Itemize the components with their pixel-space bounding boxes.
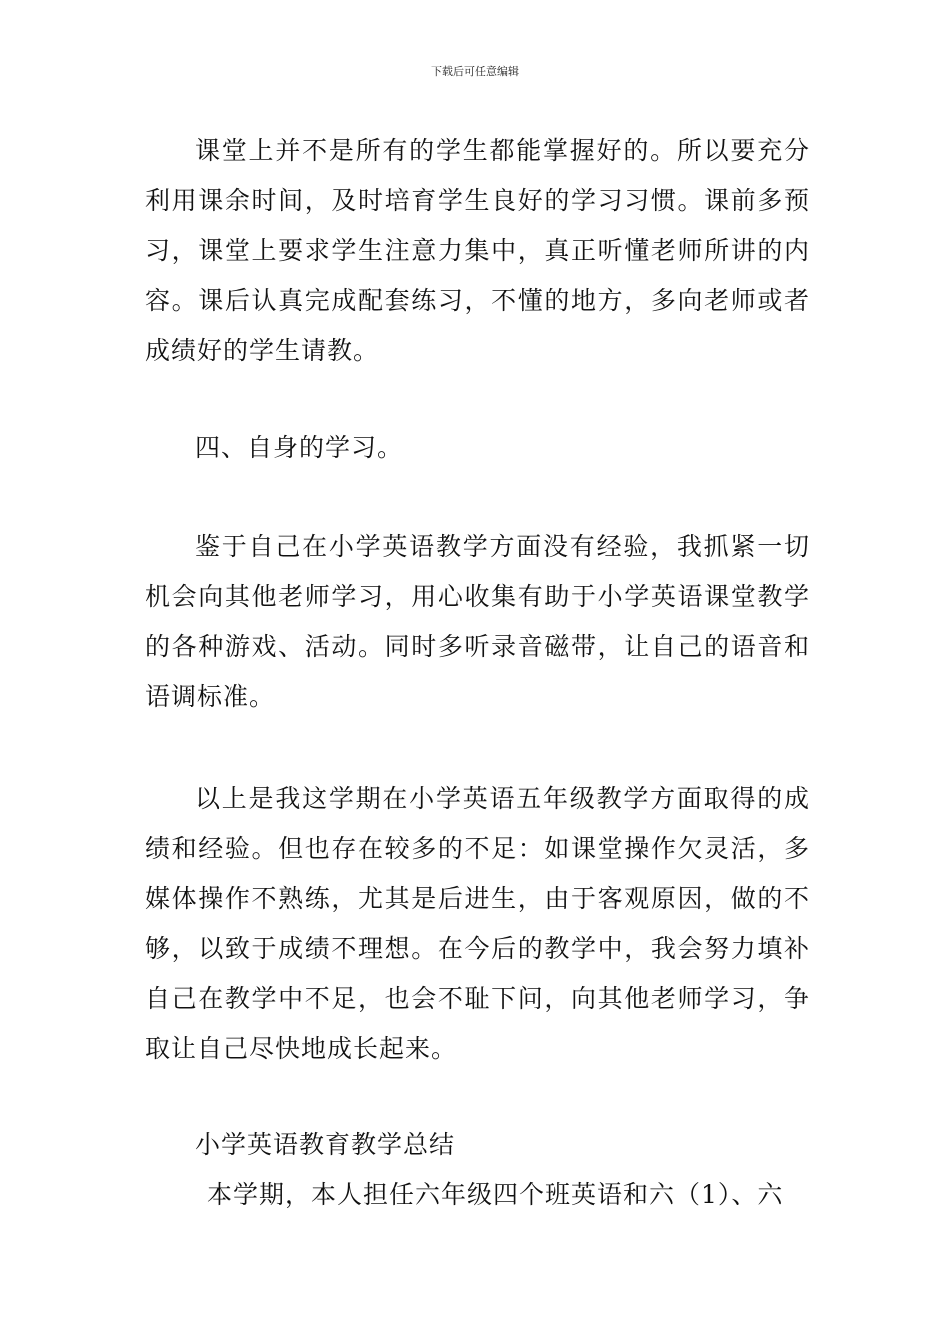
document-title: 小学英语教育教学总结 (195, 1130, 456, 1159)
paragraph-self-learning: 鉴于自己在小学英语教学方面没有经验，我抓紧一切机会向其他老师学习，用心收集有助于小学英语课堂教学的各种游戏、活动。同时多听录音磁带，让自己的语音和语调标准。 (145, 532, 810, 711)
paragraph-study-habits: 课堂上并不是所有的学生都能掌握好的。所以要充分利用课余时间，及时培育学生良好的学习习惯。课前多预习，课堂上要求学生注意力集中，真正听懂老师所讲的内容。课后认真完成配套练习，不懂的地方，多向老师或者成绩好的学生请教。 (145, 136, 810, 365)
section-heading-self-learning: 四、自身的学习。 (195, 433, 404, 462)
paragraph-intro: 本学期，本人担任六年级四个班英语和六（1）、六 (207, 1180, 784, 1209)
page-header: 下载后可任意编辑 (431, 65, 519, 78)
paragraph-summary: 以上是我这学期在小学英语五年级教学方面取得的成绩和经验。但也存在较多的不足：如课堂操作欠灵活，多媒体操作不熟练，尤其是后进生，由于客观原因，做的不够，以致于成绩不理想。在今后的教学中，我会努力填补自己在教学中不足，也会不耻下问，向其他老师学习，争取让自己尽快地成长起来。 (145, 784, 810, 1063)
